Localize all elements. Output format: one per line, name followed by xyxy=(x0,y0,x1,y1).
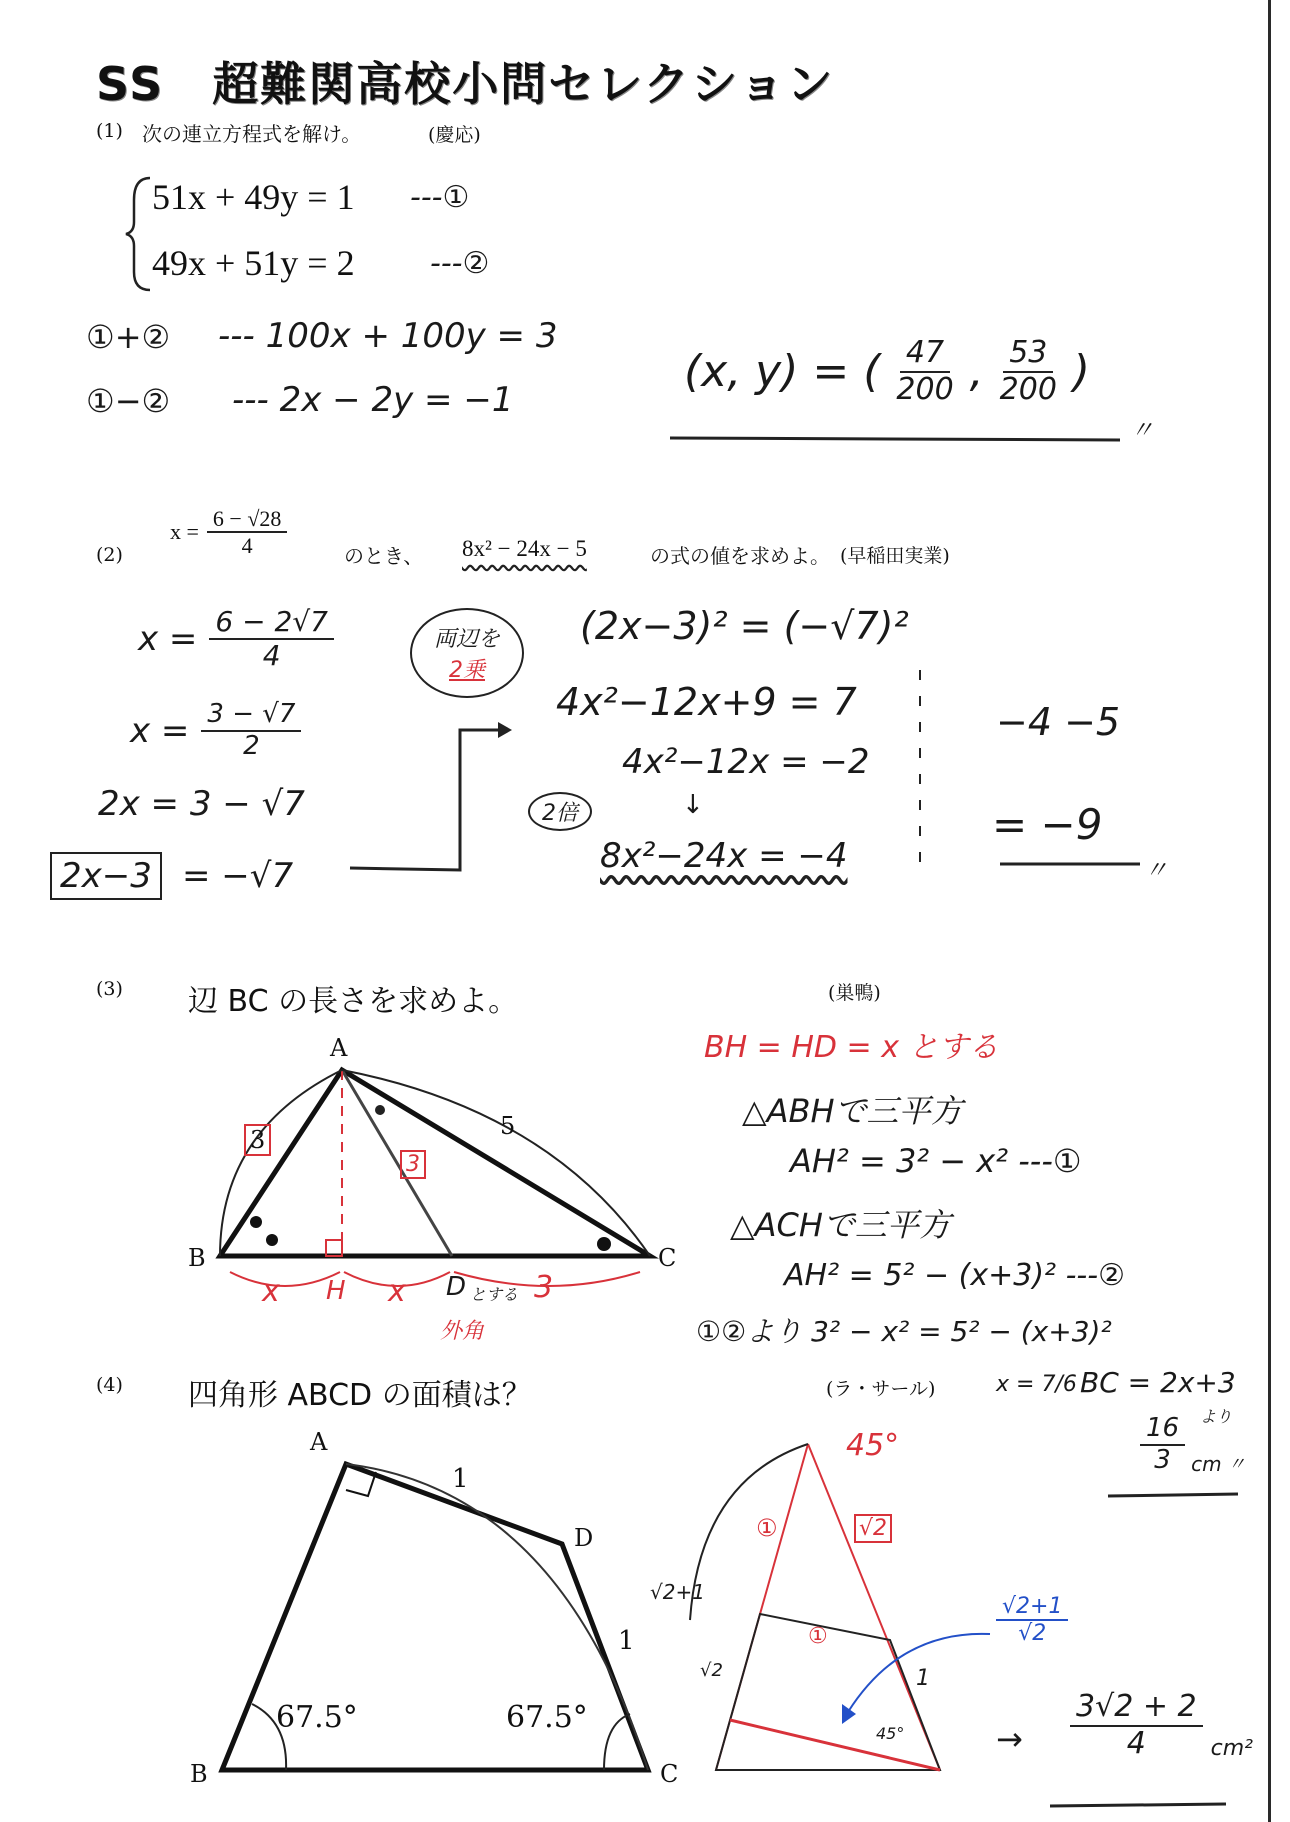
p3-answer-unit: cm xyxy=(1191,1451,1222,1476)
p3-answer-den: 3 xyxy=(1154,1444,1171,1475)
label-c: C xyxy=(658,1244,677,1272)
p4-arrow: → xyxy=(996,1720,1023,1758)
quad-angle-b: 67.5° xyxy=(276,1700,358,1735)
given-x-lhs: x = xyxy=(170,519,199,545)
problem-3-prompt: 辺 BC の長さを求めよ。 xyxy=(188,984,519,1019)
p2-work-2-lhs: x = xyxy=(130,710,190,751)
sketch-red-base xyxy=(730,1720,940,1770)
p2-work-1-num: 6 − 2√7 xyxy=(209,606,334,640)
sketch-left-side: √2+1 xyxy=(650,1580,705,1604)
p2-step-3: 4x²−12x = −2 xyxy=(622,742,870,782)
sketch-arc xyxy=(690,1444,808,1620)
page-title: SS 超難関高校小問セレクション xyxy=(96,57,835,111)
p3-work-4: AH² = 5² − (x+3)² ---② xyxy=(784,1258,1125,1293)
sketch-blue-den: √2 xyxy=(1018,1621,1047,1647)
p3-answer-frac xyxy=(1140,1414,1185,1476)
p3-work-2: AH² = 3² − x² ---① xyxy=(790,1142,1082,1180)
problem-1-number: (1) xyxy=(96,120,123,142)
p3-work-1: △ABHで三平方 xyxy=(742,1092,963,1130)
label-h: H xyxy=(326,1276,346,1306)
problem-2-prompt-mid: のとき、 xyxy=(344,544,424,568)
p3-work-6-bc: BC = 2x+3 xyxy=(1080,1366,1236,1399)
p4-answer-underline xyxy=(1050,1804,1226,1806)
answer-1-underline xyxy=(670,438,1120,440)
arc-adc xyxy=(346,1464,648,1770)
sketch-inner-left: √2 xyxy=(700,1660,723,1681)
system-brace xyxy=(126,178,150,290)
given-x-den: 4 xyxy=(241,533,253,559)
label-outer-angle: 外角 xyxy=(440,1319,485,1344)
angle-arc-c xyxy=(604,1714,630,1770)
p2-result-2: = −9 xyxy=(992,800,1103,849)
p4-answer-frac xyxy=(1070,1690,1203,1761)
p2-work-2-num: 3 − √7 xyxy=(201,700,301,732)
p2-step-1: (2x−3)² = (−√7)² xyxy=(580,604,909,648)
note-circle-line2: 2乗 xyxy=(449,658,485,683)
quad-label-side-ad: 1 xyxy=(452,1464,469,1494)
problem-3-number: (3) xyxy=(96,978,123,1000)
blue-arrowhead xyxy=(842,1704,856,1724)
p2-work-1-lhs: x = xyxy=(138,619,198,660)
sketch-inner-mid: ① xyxy=(808,1624,828,1649)
answer-1-comma: , xyxy=(969,346,984,397)
p3-answer-underline xyxy=(1108,1494,1238,1496)
sketch-blue-frac xyxy=(996,1594,1068,1647)
answer-1-lhs: (x, y) = ( xyxy=(684,346,881,397)
equation-1-mark: ---① xyxy=(410,180,470,215)
p4-answer xyxy=(1070,1690,1253,1761)
p2-step-arrow: ↓ xyxy=(682,790,704,820)
problem-2-prompt-end: の式の値を求めよ。 xyxy=(650,544,830,568)
p4-answer-unit: cm² xyxy=(1210,1736,1253,1761)
work-1-label: ①+② xyxy=(86,318,171,356)
quad-label-c: C xyxy=(660,1760,679,1788)
p2-result-mark: 〃 xyxy=(1144,856,1168,884)
label-hd: x xyxy=(388,1274,406,1309)
label-side-ab: 3 xyxy=(244,1124,271,1156)
angle-dot-b2 xyxy=(266,1234,278,1246)
triangle-abc xyxy=(220,1070,650,1286)
equation-2-mark: ---② xyxy=(430,246,490,281)
answer-1-y-num: 53 xyxy=(1003,336,1053,373)
p2-step-4: 8x²−24x = −4 xyxy=(600,836,848,876)
answer-1-x-den: 200 xyxy=(896,371,954,407)
p3-work-3: △ACHで三平方 xyxy=(730,1206,951,1244)
p2-work-3: 2x = 3 − √7 xyxy=(98,784,305,824)
quad-angle-c: 67.5° xyxy=(506,1700,588,1735)
p2-result-1: −4 −5 xyxy=(996,700,1121,744)
problem-3-source: (巣鴨) xyxy=(828,982,881,1004)
problem-1-source: (慶応) xyxy=(428,124,481,146)
work-2: --- 2x − 2y = −1 xyxy=(232,380,514,420)
problem-2-expression: 8x² − 24x − 5 xyxy=(462,536,587,561)
answer-1-rhs: ) xyxy=(1072,346,1091,397)
label-a: A xyxy=(330,1034,348,1062)
sketch-mid-left: ① xyxy=(756,1514,778,1542)
equation-1: 51x + 49y = 1 xyxy=(152,177,355,217)
p3-answer-num: 16 xyxy=(1140,1414,1185,1446)
label-side-ad: 3 xyxy=(400,1150,426,1179)
note-circle-line1: 両辺を xyxy=(433,627,500,652)
p2-flow-arrowhead xyxy=(498,722,512,738)
answer-1-x-num: 47 xyxy=(900,336,950,373)
sketch-quad xyxy=(716,1614,940,1770)
sketch-bottom-angle: 45° xyxy=(876,1724,905,1743)
problem-4-source: (ラ・サール) xyxy=(826,1378,936,1400)
problem-4-prompt: 四角形 ABCD の面積は？ xyxy=(188,1378,532,1413)
problem-1-prompt: 次の連立方程式を解け。 xyxy=(142,122,362,146)
p2-work-2-den: 2 xyxy=(243,730,260,761)
quad-label-side-dc: 1 xyxy=(618,1626,635,1656)
work-2-label: ①−② xyxy=(86,382,171,420)
problem-2-source: (早稲田実業) xyxy=(840,545,950,567)
p3-red-note: BH = HD = x とする xyxy=(704,1030,999,1065)
label-b: B xyxy=(188,1244,206,1272)
quad-label-a: A xyxy=(310,1428,328,1456)
angle-dot-c xyxy=(597,1237,611,1251)
problem-2-number: (2) xyxy=(96,544,123,566)
p4-answer-den: 4 xyxy=(1126,1725,1146,1761)
p2-work-4-box: 2x−3 xyxy=(50,852,162,900)
sketch-top-angle: 45° xyxy=(846,1428,900,1463)
given-x-num: 6 − √28 xyxy=(207,506,287,533)
p4-answer-num: 3√2 + 2 xyxy=(1070,1690,1203,1727)
p3-answer xyxy=(1140,1414,1246,1476)
label-bh: x xyxy=(262,1274,280,1309)
problem-4-number: (4) xyxy=(96,1374,123,1396)
quad-label-d: D xyxy=(574,1524,594,1552)
sketch-blue-frac-inner xyxy=(996,1594,1068,1647)
sketch-mid-right: √2 xyxy=(854,1514,892,1543)
segment-ad xyxy=(342,1070,452,1256)
p3-work-5: ①②より 3² − x² = 5² − (x+3)² xyxy=(696,1315,1112,1348)
p3-work-6-x: x = 7/6 xyxy=(996,1372,1077,1397)
work-1: --- 100x + 100y = 3 xyxy=(218,316,558,356)
p3-answer-mark: 〃 xyxy=(1227,1453,1246,1475)
label-d-note: とする xyxy=(470,1285,519,1304)
answer-1-y-den: 200 xyxy=(999,371,1057,407)
sketch-blue-num: √2+1 xyxy=(996,1594,1068,1621)
p2-work-1-den: 4 xyxy=(262,639,281,673)
p3-work-6-yori: より xyxy=(1200,1407,1233,1426)
p2-work-4-rest: = −√7 xyxy=(182,856,294,896)
quad-label-b: B xyxy=(190,1760,208,1788)
bh-brace xyxy=(230,1272,340,1286)
label-dc: 3 xyxy=(534,1270,554,1305)
sketch-inner-right: 1 xyxy=(916,1666,930,1691)
answer-1-mark: 〃 xyxy=(1130,416,1154,444)
p4-sketch xyxy=(690,1444,990,1770)
angle-dot-a xyxy=(375,1105,385,1115)
label-d: D xyxy=(446,1272,467,1302)
double-label: 2倍 xyxy=(528,792,592,831)
angle-dot-b1 xyxy=(250,1216,262,1228)
equation-2: 49x + 51y = 2 xyxy=(152,243,355,283)
p2-flow-line xyxy=(350,730,498,870)
p2-step-2: 4x²−12x+9 = 7 xyxy=(556,680,857,724)
label-side-ac: 5 xyxy=(500,1112,516,1140)
